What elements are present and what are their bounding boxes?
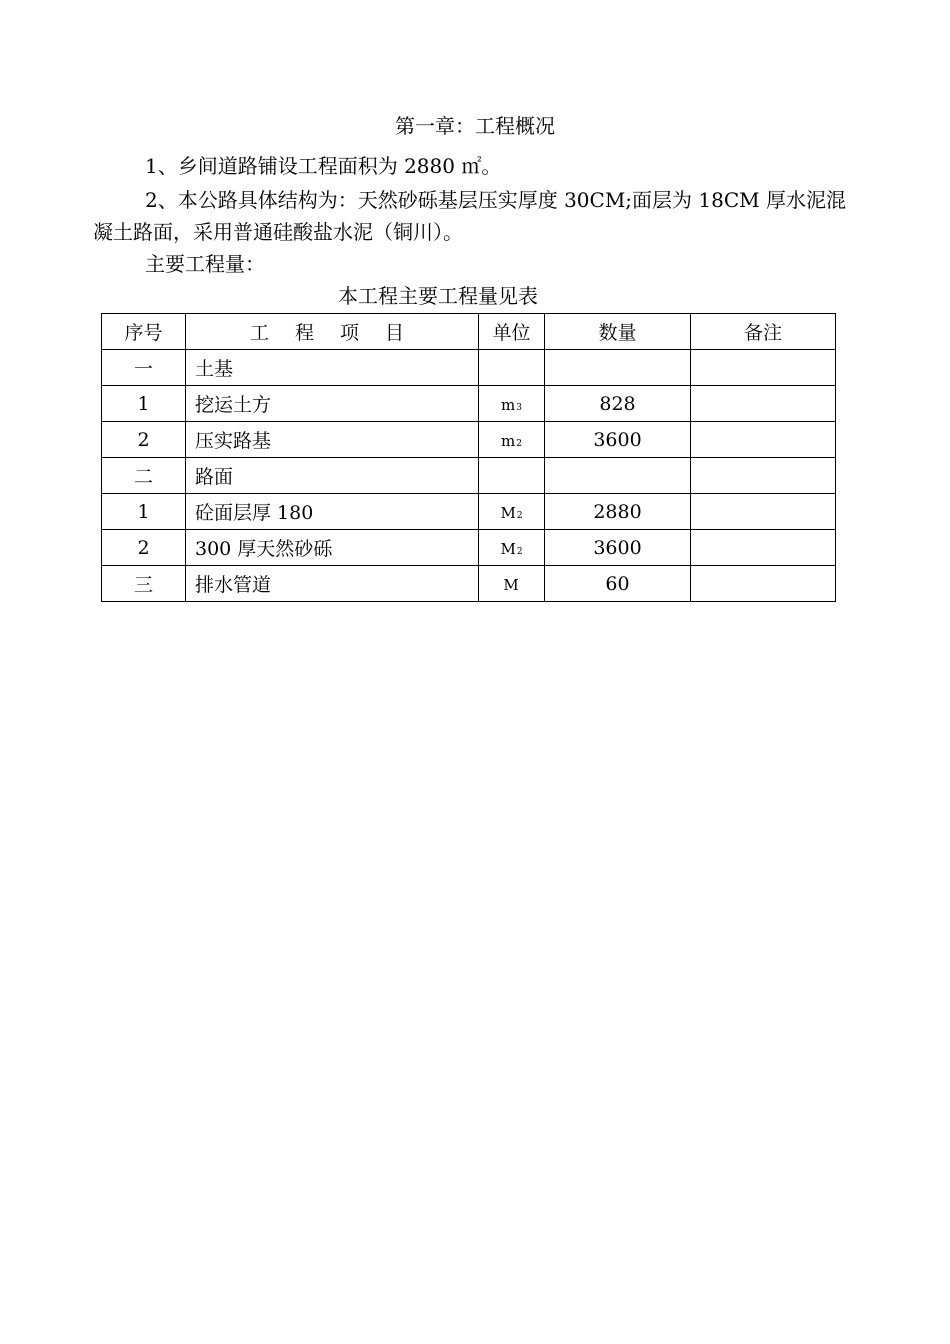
table-row: [102, 494, 836, 530]
cell-unit: [479, 422, 545, 458]
cell-unit: [479, 530, 545, 566]
unit-base: M: [503, 575, 519, 594]
cell-qty: [545, 350, 691, 386]
quantities-table: [101, 313, 836, 602]
cell-seq: 2: [102, 530, 186, 566]
unit-base: M: [500, 503, 516, 522]
cell-unit: [479, 458, 545, 494]
cell-qty: 828: [545, 386, 691, 422]
cell-note: [691, 566, 836, 602]
cell-note: [691, 494, 836, 530]
cell-seq: 三: [102, 566, 186, 602]
cell-unit: [479, 386, 545, 422]
cell-unit: [479, 566, 545, 602]
unit-exponent: 2: [516, 510, 523, 521]
cell-note: [691, 458, 836, 494]
cell-seq: 1: [102, 386, 186, 422]
table-row: [102, 386, 836, 422]
cell-note: [691, 530, 836, 566]
unit-base: m: [501, 431, 516, 450]
header-unit: 单位: [479, 314, 545, 350]
cell-unit: [479, 494, 545, 530]
chapter-title: 第一章：工程概况: [395, 114, 555, 138]
cell-qty: 3600: [545, 530, 691, 566]
cell-seq: 一: [102, 350, 186, 386]
unit-exponent: 2: [516, 438, 522, 449]
cell-item: 路面: [186, 458, 479, 494]
cell-note: [691, 350, 836, 386]
cell-seq: 1: [102, 494, 186, 530]
cell-seq: 二: [102, 458, 186, 494]
header-qty: 数量: [545, 314, 691, 350]
table-row: [102, 530, 836, 566]
header-seq: 序号: [102, 314, 186, 350]
cell-qty: 3600: [545, 422, 691, 458]
cell-item: 压实路基: [186, 422, 479, 458]
table-title: 本工程主要工程量见表: [338, 284, 538, 308]
table-body: [102, 350, 836, 602]
cell-qty: 2880: [545, 494, 691, 530]
paragraph-main-quantities-text: 主要工程量：: [145, 252, 265, 276]
cell-qty: [545, 458, 691, 494]
cell-note: [691, 422, 836, 458]
paragraph-structure-text: 2、本公路具体结构为：天然砂砾基层压实厚度 30CM;面层为 18CM 厚水泥混凝土路面，采用普通硅酸盐水泥（铜川）。: [93, 188, 846, 244]
unit-exponent: 2: [516, 546, 523, 557]
paragraph-area-text: 1、乡间道路铺设工程面积为 2880 ㎡。: [145, 154, 502, 178]
paragraph-structure: [93, 184, 863, 248]
cell-unit: [479, 350, 545, 386]
header-note: 备注: [691, 314, 836, 350]
paragraph-main-quantities: [93, 248, 863, 280]
cell-item: 土基: [186, 350, 479, 386]
unit-base: m: [501, 395, 516, 414]
cell-item: 砼面层厚 180: [186, 494, 479, 530]
cell-item: 排水管道: [186, 566, 479, 602]
cell-qty: 60: [545, 566, 691, 602]
table-header-row: [102, 314, 836, 350]
table-row: [102, 566, 836, 602]
cell-item: 挖运土方: [186, 386, 479, 422]
unit-base: M: [500, 539, 516, 558]
cell-note: [691, 386, 836, 422]
header-item: 工 程 项 目: [186, 314, 479, 350]
cell-item: 300 厚天然砂砾: [186, 530, 479, 566]
cell-seq: 2: [102, 422, 186, 458]
table-row: [102, 458, 836, 494]
paragraph-area: [93, 150, 863, 182]
table-row: [102, 422, 836, 458]
unit-exponent: 3: [516, 402, 522, 413]
table-row: [102, 350, 836, 386]
